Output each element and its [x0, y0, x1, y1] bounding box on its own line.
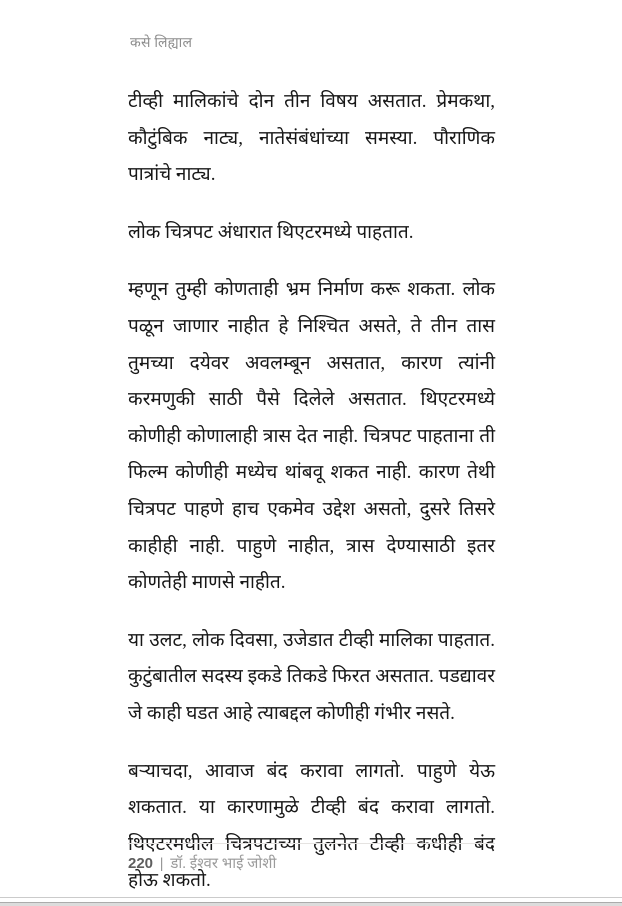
next-page-strip	[0, 902, 622, 906]
paragraph: म्हणून तुम्ही कोणताही भ्रम निर्माण करू शकता. लोक पळून जाणार नाहीत हे निश्चित असते, ते तीन तास तुमच्या दयेवर अवलम्बून असतात, कारण त्यांनी करमणुकी साठी पैसे दिलेले असतात. थिएटरमध्ये कोणीही कोणालाही त्रास देत नाही. चित्रपट पाहताना ती फिल्म कोणीही मध्येच थांबवू शकत नाही. कारण तेथी चित्रपट पाहणे हाच एकमेव उद्देश असतो, दुसरे तिसरे काहीही नाही. पाहुणे नाहीत, त्रास देण्यासाठी इतर कोणतेही माणसे नाहीत.	[128, 279, 495, 594]
paragraph: टीव्ही मालिकांचे दोन तीन विषय असतात. प्रेमकथा, कौटुंबिक नाट्य, नातेसंबंधांच्या समस्या. पौराणिक पात्रांचे नाट्य.	[128, 91, 495, 186]
paragraph: या उलट, लोक दिवसा, उजेडात टीव्ही मालिका पाहतात. कुटुंबातील सदस्य इकडे तिकडे फिरत असतात. पडद्यावर जे काही घडत आहे त्याबद्दल कोणीही गंभीर नसते.	[128, 629, 495, 724]
footer-separator: |	[160, 856, 164, 872]
page-footer	[128, 843, 495, 873]
paragraph: बऱ्याचदा, आवाज बंद करावा लागतो. पाहुणे येऊ शकतात. या कारणामुळे टीव्ही बंद करावा लागतो. थिएटरमधील चित्रपटाच्या तुलनेत टीव्ही कधीही बंद होऊ शकतो.	[128, 760, 495, 892]
body-text-column	[128, 84, 495, 906]
footer-row	[128, 853, 495, 873]
paragraph: लोक चित्रपट अंधारात थिएटरमध्ये पाहतात.	[128, 221, 414, 243]
running-header: कसे लिह्याल	[130, 36, 193, 51]
page-number: 220	[128, 855, 154, 872]
footer-author: डॉ. ईश्वर भाई जोशी	[170, 856, 277, 872]
footer-divider	[128, 843, 495, 844]
page-bottom-edge	[0, 897, 622, 898]
